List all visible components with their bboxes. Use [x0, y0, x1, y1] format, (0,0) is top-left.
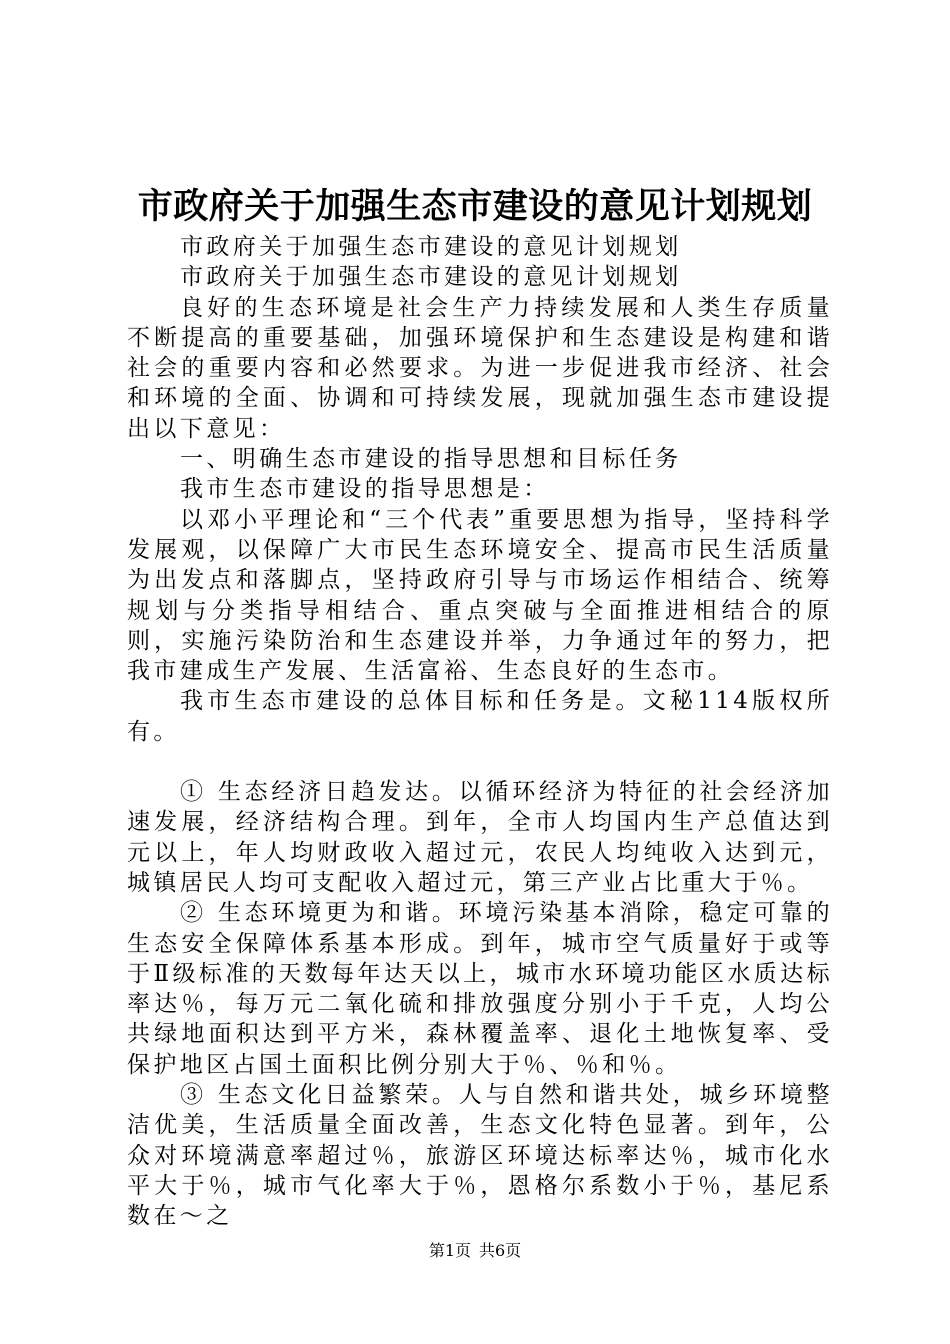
paragraph: 市政府关于加强生态市建设的意见计划规划	[180, 234, 682, 260]
paragraph: 我市生态市建设的总体目标和任务是。文秘114版权所有。	[127, 688, 833, 745]
page-footer	[0, 1241, 950, 1261]
paragraph: 良好的生态环境是社会生产力持续发展和人类生存质量不断提高的重要基础，加强环境保护和生态建设是构建和谐社会的重要内容和必然要求。为进一步促进我市经济、社会和环境的全面、协调和可持续发展，现就加强生态市建设提出以下意见：	[127, 294, 833, 442]
page-number: 第1页	[428, 1241, 471, 1260]
paragraph: 我市生态市建设的指导思想是：	[180, 476, 550, 503]
list-item: ② 生态环境更为和谐。环境污染基本消除，稳定可靠的生态安全保障体系基本形成。到年，城市空气质量好于或等于Ⅱ级标准的天数每年达天以上，城市水环境功能区水质达标率达％，每万元二氧化硫和排放强度分别小于千克，人均公共绿地面积达到平方米，森林覆盖率、退化土地恢复率、受保护地区占国土面积比例分别大于％、％和％。	[127, 900, 833, 1078]
section-heading: 一、明确生态市建设的指导思想和目标任务	[180, 446, 682, 473]
paragraph: 以邓小平理论和“三个代表”重要思想为指导，坚持科学发展观，以保障广大市民生态环境安全、提高市民生活质量为出发点和落脚点，坚持政府引导与市场运作相结合、统筹规划与分类指导相结合、重点突破与全面推进相结合的原则，实施污染防治和生态建设并举，力争通过年的努力，把我市建成生产发展、生活富裕、生态良好的生态市。	[127, 506, 833, 685]
document-title: 市政府关于加强生态市建设的意见计划规划	[137, 186, 813, 227]
list-item: ③ 生态文化日益繁荣。人与自然和谐共处，城乡环境整洁优美，生活质量全面改善，生态文化特色显著。到年，公众对环境满意率超过％，旅游区环境达标率达％，城市化水平大于％，城市气化率大于％，恩格尔系数小于％，基尼系数在～之	[127, 1082, 833, 1230]
document-body	[127, 232, 833, 1232]
list-item: ① 生态经济日趋发达。以循环经济为特征的社会经济加速发展，经济结构合理。到年，全市人均国内生产总值达到元以上，年人均财政收入超过元，农民人均纯收入达到元，城镇居民人均可支配收入超过元，第三产业占比重大于％。	[127, 779, 833, 896]
page-total: 共6页	[479, 1241, 522, 1260]
paragraph: 市政府关于加强生态市建设的意见计划规划	[180, 264, 682, 291]
